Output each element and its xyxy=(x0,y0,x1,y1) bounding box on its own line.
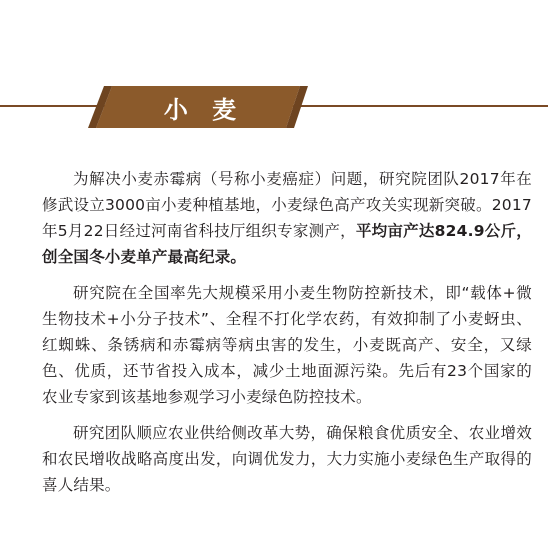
paragraph-1 xyxy=(42,166,532,270)
paragraph-2-text: 研究院在全国率先大规模采用小麦生物防控新技术，即“载体+微生物技术+小分子技术”、全程不打化学农药，有效抑制了小麦蚜虫、红蜘蛛、条锈病和赤霉病等病虫害的发生，小麦既高产、安全，又绿色、优质，还节省投入成本，减少土地面源污染。先后有23个国家的农业专家到该基地参观学习小麦绿色防控技术。 xyxy=(42,284,532,406)
article-body xyxy=(42,166,532,508)
paragraph-3-text: 研究团队顺应农业供给侧改革大势，确保粮食优质安全、农业增效和农民增收战略高度出发，向调优发力，大力实施小麦绿色生产取得的喜人结果。 xyxy=(42,424,532,494)
paragraph-1-text: 为解决小麦赤霉病（号称小麦癌症）问题，研究院团队2017年在修武设立3000亩小麦种植基地，小麦绿色高产攻关实现新突破。2017年5月22日经过河南省科技厅组织专家测产， xyxy=(42,170,532,240)
paragraph-2 xyxy=(42,280,532,410)
paragraph-3 xyxy=(42,420,532,498)
section-header xyxy=(0,0,548,140)
paragraph-1-highlight: 平均亩产达824.9公斤，创全国冬小麦单产最高纪录。 xyxy=(42,222,532,266)
section-title: 小 麦 xyxy=(163,95,245,124)
